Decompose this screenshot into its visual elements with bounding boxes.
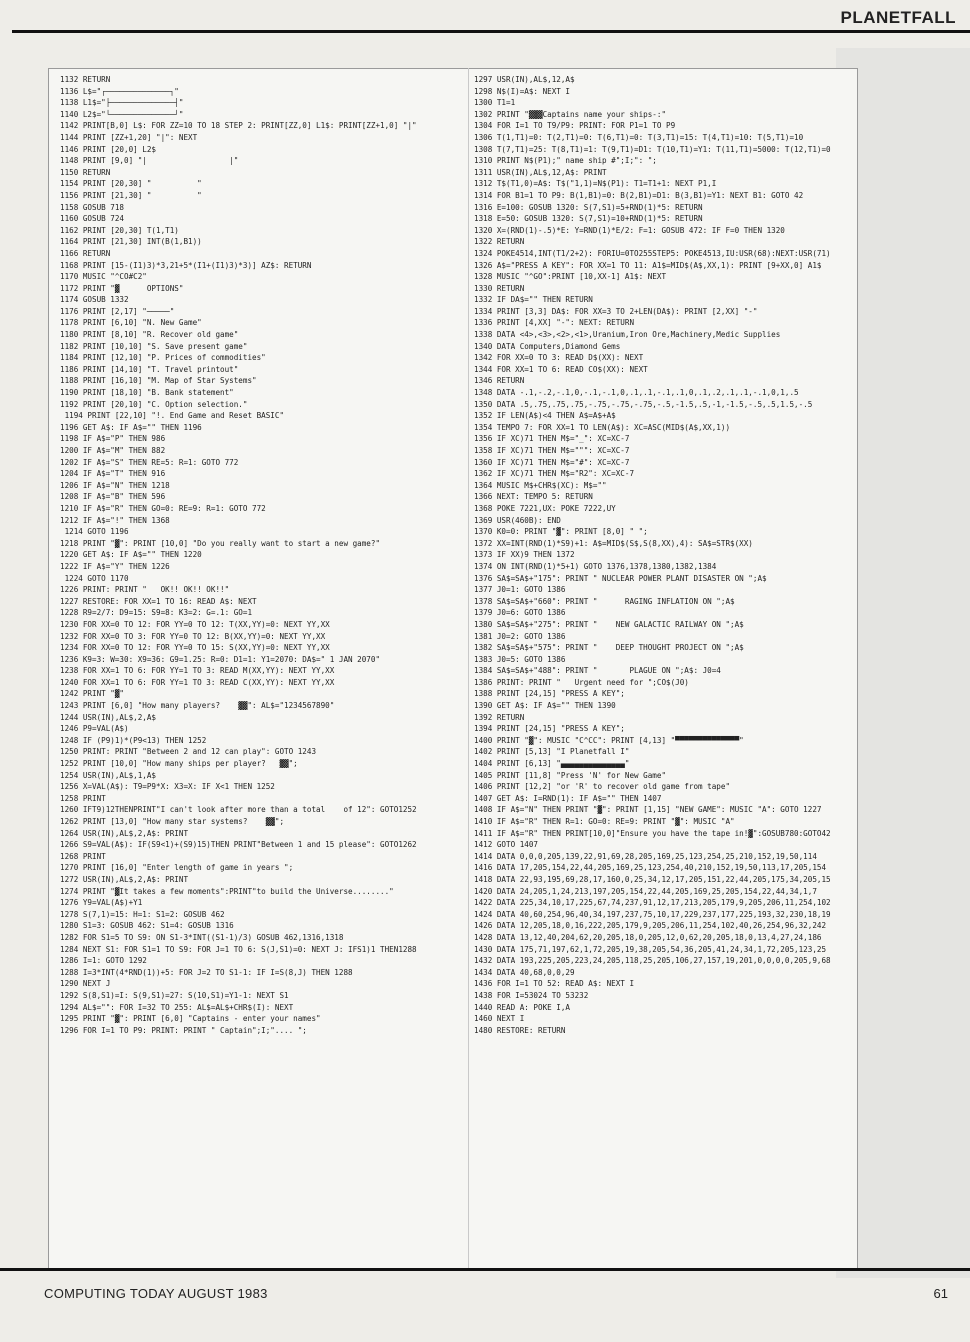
listing-left-column <box>60 74 465 1036</box>
code-line: 1324 POKE4514,INT(T1/2+2): FORIU=0TO255STEP5: POKE4513,IU:USR(68):NEXT:USR(71) <box>474 248 831 258</box>
code-line: 1308 T(7,T1)=25: T(8,T1)=1: T(9,T1)=D1: T(10,T1)=Y1: T(11,T1)=5000: T(12,T1)=0 <box>474 144 831 154</box>
code-line: 1411 IF A$="R" THEN PRINT[10,0]"Ensure you have the tape in!▓":GOSUB780:GOTO42 <box>474 828 831 838</box>
code-line: 1418 DATA 22,93,195,69,28,17,160,0,25,34,12,17,205,151,22,44,205,175,34,205,15 <box>474 874 831 884</box>
code-line: 1360 IF XC)71 THEN M$="#": XC=XC-7 <box>474 457 630 467</box>
code-line: 1170 MUSIC "^CO#C2" <box>60 272 147 282</box>
code-line: 1388 PRINT [24,15] "PRESS A KEY"; <box>474 689 625 699</box>
code-line: 1190 PRINT [18,10] "B. Bank statement" <box>60 388 234 398</box>
code-line: 1366 NEXT: TEMPO 5: RETURN <box>474 492 593 502</box>
code-line: 1148 PRINT [9,0] "| |" <box>60 156 239 166</box>
code-line: 1420 DATA 24,205,1,24,213,197,205,154,22,44,205,169,25,205,154,22,44,34,1,7 <box>474 886 817 896</box>
code-line: 1232 FOR XX=0 TO 3: FOR YY=0 TO 12: B(XX,YY)=0: NEXT YY,XX <box>60 631 326 641</box>
code-line: 1428 DATA 13,12,40,204,62,20,205,18,0,205,12,0,62,20,205,18,0,13,4,27,24,186 <box>474 932 822 942</box>
code-line: 1276 Y9=VAL(A$)+Y1 <box>60 898 143 908</box>
code-line: 1330 RETURN <box>474 283 525 293</box>
code-line: 1422 DATA 225,34,10,17,225,67,74,237,91,12,17,213,205,179,9,205,206,11,254,102 <box>474 898 831 908</box>
code-line: 1404 PRINT [6,13] "▄▄▄▄▄▄▄▄▄▄▄▄▄▄" <box>474 759 630 769</box>
code-line: 1262 PRINT [13,0] "How many star systems? ▓▓"; <box>60 817 285 826</box>
code-line: 1432 DATA 193,225,205,223,24,205,118,25,205,106,27,157,19,201,0,0,0,0,205,9,68 <box>474 956 831 966</box>
code-line: 1378 SA$=SA$+"660": PRINT " RAGING INFLATION ON ";A$ <box>474 596 735 606</box>
code-line: 1390 GET A$: IF A$="" THEN 1390 <box>474 701 616 711</box>
code-line: 1381 J0=2: GOTO 1386 <box>474 631 566 641</box>
code-line: 1160 GOSUB 724 <box>60 214 125 224</box>
code-line: 1198 IF A$="P" THEN 986 <box>60 434 166 444</box>
code-line: 1322 RETURN <box>474 237 525 247</box>
code-line: 1184 PRINT [12,10] "P. Prices of commodities" <box>60 353 266 363</box>
code-line: 1138 L1$="├──────────────┤" <box>60 98 184 108</box>
code-line: 1288 I=3*INT(4*RND(1))+5: FOR J=2 TO S1-1: IF I=S(8,J) THEN 1288 <box>60 967 353 977</box>
code-line: 1376 SA$=SA$+"175": PRINT " NUCLEAR POWER PLANT DISASTER ON ";A$ <box>474 573 767 583</box>
code-line: 1280 S1=3: GOSUB 462: S1=4: GOSUB 1316 <box>60 921 234 931</box>
code-line: 1164 PRINT [21,30] INT(B(1,B1)) <box>60 237 202 247</box>
code-line: 1166 RETURN <box>60 248 111 258</box>
code-line: 1224 GOTO 1170 <box>60 573 129 583</box>
code-line: 1416 DATA 17,205,154,22,44,205,169,25,123,254,40,210,152,19,50,113,17,205,154 <box>474 863 827 873</box>
code-line: 1362 IF XC)71 THEN M$="R2": XC=XC-7 <box>474 469 635 479</box>
code-line: 1374 ON INT(RND(1)*5+1) GOTO 1376,1378,1380,1382,1384 <box>474 561 717 571</box>
footer-page-number: 61 <box>933 1286 948 1301</box>
code-line: 1252 PRINT [10,0] "How many ships per player? ▓▓"; <box>60 759 298 769</box>
code-line: 1344 FOR XX=1 TO 6: READ CO$(XX): NEXT <box>474 364 648 374</box>
code-line: 1192 PRINT [20,10] "C. Option selection." <box>60 399 248 409</box>
code-line: 1162 PRINT [20,30] T(1,T1) <box>60 225 179 235</box>
code-line: 1194 PRINT [22,10] "!. End Game and Reset BASIC" <box>60 411 285 421</box>
code-line: 1227 RESTORE: FOR XX=1 TO 16: READ A$: NEXT <box>60 596 257 606</box>
page-title: PLANETFALL <box>840 8 956 27</box>
code-line: 1304 FOR I=1 TO T9/P9: PRINT: FOR P1=1 TO P9 <box>474 121 676 131</box>
code-line: 1358 IF XC)71 THEN M$=""": XC=XC-7 <box>474 446 630 455</box>
code-line: 1346 RETURN <box>474 376 525 386</box>
code-line: 1407 GET A$: I=RND(1): IF A$="" THEN 1407 <box>474 793 662 803</box>
top-rule <box>12 30 970 33</box>
code-line: 1460 NEXT I <box>474 1014 525 1024</box>
code-line: 1372 XX=INT(RND(1)*S9)+1: A$=MID$(S$,S(8,XX),4): SA$=STR$(XX) <box>474 538 753 548</box>
code-line: 1240 FOR XX=1 TO 6: FOR YY=1 TO 3: READ C(XX,YY): NEXT YY,XX <box>60 677 335 687</box>
code-line: 1334 PRINT [3,3] DA$: FOR XX=3 TO 2+LEN(DA$): PRINT [2,XX] "-" <box>474 306 758 316</box>
code-line: 1154 PRINT [20,30] " " <box>60 179 202 189</box>
code-line: 1338 DATA <4>,<3>,<2>,<1>,Uranium,Iron Ore,Machinery,Medic Supplies <box>474 330 781 340</box>
code-line: 1405 PRINT [11,8] "Press 'N' for New Game" <box>474 770 667 780</box>
code-line: 1226 PRINT: PRINT " OK!! OK!! OK!!" <box>60 585 230 595</box>
code-line: 1278 S(7,1)=15: H=1: S1=2: GOSUB 462 <box>60 909 225 919</box>
code-line: 1156 PRINT [21,30] " " <box>60 190 202 200</box>
code-line: 1146 PRINT [20,0] L2$ <box>60 144 157 154</box>
code-line: 1311 USR(IN),AL$,12,A$: PRINT <box>474 167 607 177</box>
footer-publication: COMPUTING TODAY AUGUST 1983 <box>44 1286 268 1301</box>
code-line: 1384 SA$=SA$+"488": PRINT " PLAGUE ON ";A$: J0=4 <box>474 666 721 676</box>
code-line: 1206 IF A$="N" THEN 1218 <box>60 480 170 490</box>
code-line: 1356 IF XC)71 THEN M$="_": XC=XC-7 <box>474 434 630 444</box>
code-line: 1242 PRINT "▓" <box>60 689 125 699</box>
code-line: 1306 T(1,T1)=0: T(2,T1)=0: T(6,T1)=0: T(3,T1)=15: T(4,T1)=10: T(5,T1)=10 <box>474 132 804 142</box>
code-line: 1328 MUSIC "^GO":PRINT [10,XX-1] A1$: NEXT <box>474 272 667 282</box>
code-line: 1188 PRINT [16,10] "M. Map of Star Systems" <box>60 376 257 386</box>
code-line: 1320 X=(RND(1)-.5)*E: Y=RND(1)*E/2: F=1: GOSUB 472: IF F=0 THEN 1320 <box>474 225 785 235</box>
code-line: 1302 PRINT "▓▓▓Captains name your ships-:" <box>474 109 667 119</box>
code-line: 1243 PRINT [6,0] "How many players? ▓▓": AL$="1234567890" <box>60 701 335 711</box>
page-header <box>0 0 970 32</box>
code-line: 1377 J0=1: GOTO 1386 <box>474 585 566 595</box>
code-line: 1136 L$="┌──────────────┐" <box>60 86 179 96</box>
code-line: 1292 S(8,S1)=I: S(9,S1)=27: S(10,S1)=Y1-1: NEXT S1 <box>60 990 289 1000</box>
code-line: 1220 GET A$: IF A$="" THEN 1220 <box>60 550 202 560</box>
code-line: 1178 PRINT [6,10] "N. New Game" <box>60 318 202 328</box>
listing-right-column <box>474 74 859 1036</box>
code-line: 1158 GOSUB 718 <box>60 202 125 212</box>
code-line: 1144 PRINT [ZZ+1,20] "|": NEXT <box>60 132 198 142</box>
code-line: 1326 A$="PRESS A KEY": FOR XX=1 TO 11: A1$=MID$(A$,XX,1): PRINT [9+XX,0] A1$ <box>474 260 822 270</box>
code-line: 1370 K0=0: PRINT "▓": PRINT [8,0] " "; <box>474 527 648 537</box>
code-line: 1410 IF A$="R" THEN R=1: GO=0: RE=9: PRINT "▓": MUSIC "A" <box>474 817 735 826</box>
code-line: 1382 SA$=SA$+"575": PRINT " DEEP THOUGHT PROJECT ON ";A$ <box>474 643 744 653</box>
code-line: 1204 IF A$="T" THEN 916 <box>60 469 166 479</box>
code-line: 1284 NEXT S1: FOR S1=1 TO S9: FOR J=1 TO 6: S(J,S1)=0: NEXT J: IFS1)1 THEN1288 <box>60 944 417 954</box>
code-line: 1354 TEMPO 7: FOR XX=1 TO LEN(A$): XC=ASC(MID$(A$,XX,1)) <box>474 422 731 432</box>
code-line: 1392 RETURN <box>474 712 525 722</box>
code-line: 1260 IFT9)12THENPRINT"I can't look after more than a total of 12": GOTO1252 <box>60 805 417 815</box>
code-line: 1342 FOR XX=0 TO 3: READ D$(XX): NEXT <box>474 353 644 363</box>
code-line: 1414 DATA 0,0,0,205,139,22,91,69,28,205,169,25,123,254,25,210,152,19,50,114 <box>474 851 817 861</box>
code-line: 1436 FOR I=1 TO 52: READ A$: NEXT I <box>474 979 635 989</box>
code-line: 1434 DATA 40,68,0,0,29 <box>474 967 575 977</box>
code-line: 1348 DATA -.1,-.2,-.1,0,-.1,-.1,0,.1,.1,-.1,.1,0,.1,.2,.1,.1,-.1,0,1,.5 <box>474 388 799 398</box>
code-line: 1316 E=100: GOSUB 1320: S(7,S1)=5+RND(1)*5: RETURN <box>474 202 703 212</box>
code-line: 1386 PRINT: PRINT " Urgent need for ";CO$(J0) <box>474 677 689 687</box>
code-line: 1246 P9=VAL(A$) <box>60 724 129 734</box>
code-line: 1274 PRINT "▓It takes a few moments":PRINT"to build the Universe........" <box>60 886 394 896</box>
code-line: 1352 IF LEN(A$)<4 THEN A$=A$+A$ <box>474 411 616 421</box>
code-line: 1297 USR(IN),AL$,12,A$ <box>474 75 575 84</box>
code-line: 1186 PRINT [14,10] "T. Travel printout" <box>60 364 239 374</box>
code-line: 1172 PRINT "▓ OPTIONS" <box>60 283 184 293</box>
code-line: 1290 NEXT J <box>60 979 111 989</box>
code-line: 1369 USR(460B): END <box>474 515 561 525</box>
code-line: 1234 FOR XX=0 TO 12: FOR YY=0 TO 15: S(XX,YY)=0: NEXT YY,XX <box>60 643 330 653</box>
code-line: 1200 IF A$="M" THEN 882 <box>60 446 166 455</box>
code-line: 1426 DATA 12,205,18,0,16,222,205,179,9,205,206,11,254,102,40,26,254,96,32,242 <box>474 921 827 931</box>
code-line: 1430 DATA 175,71,197,62,1,72,205,19,38,205,54,36,205,41,24,34,1,72,205,123,25 <box>474 944 827 954</box>
code-line: 1364 MUSIC M$+CHR$(XC): M$="" <box>474 480 607 490</box>
code-line: 1142 PRINT[B,0] L$: FOR ZZ=10 TO 18 STEP 2: PRINT[ZZ,0] L1$: PRINT[ZZ+1,0] "|" <box>60 121 417 131</box>
code-line: 1258 PRINT <box>60 793 106 803</box>
code-line: 1254 USR(IN),AL$,1,A$ <box>60 770 157 780</box>
code-line: 1244 USR(IN),AL$,2,A$ <box>60 712 157 722</box>
code-line: 1294 AL$="": FOR I=32 TO 255: AL$=AL$+CHR$(I): NEXT <box>60 1002 294 1012</box>
code-line: 1295 PRINT "▓": PRINT [6,0] "Captains - enter your names" <box>60 1014 321 1024</box>
code-line: 1480 RESTORE: RETURN <box>474 1025 566 1035</box>
code-line: 1379 J0=6: GOTO 1386 <box>474 608 566 618</box>
code-line: 1218 PRINT "▓": PRINT [10,0] "Do you really want to start a new game?" <box>60 538 381 548</box>
code-line: 1394 PRINT [24,15] "PRESS A KEY"; <box>474 724 625 734</box>
code-line: 1202 IF A$="S" THEN RE=5: R=1: GOTO 772 <box>60 457 239 467</box>
code-line: 1318 E=50: GOSUB 1320: S(7,S1)=10+RND(1)*5: RETURN <box>474 214 703 224</box>
code-line: 1340 DATA Computers,Diamond Gems <box>474 341 621 351</box>
code-line: 1228 R9=2/7: D9=15: S9=8: K3=2: G=.1: GO=1 <box>60 608 253 618</box>
code-line: 1412 GOTO 1407 <box>474 840 539 850</box>
code-line: 1286 I=1: GOTO 1292 <box>60 956 147 966</box>
code-line: 1380 SA$=SA$+"275": PRINT " NEW GALACTIC RAILWAY ON ";A$ <box>474 619 744 629</box>
code-line: 1210 IF A$="R" THEN GO=0: RE=9: R=1: GOTO 772 <box>60 503 266 513</box>
code-line: 1132 RETURN <box>60 75 111 84</box>
code-line: 1180 PRINT [8,10] "R. Recover old game" <box>60 330 239 340</box>
code-line: 1212 IF A$="!" THEN 1368 <box>60 515 170 525</box>
bottom-rule <box>0 1268 970 1271</box>
code-line: 1310 PRINT N$(P1);" name ship #";I;": "; <box>474 156 657 166</box>
code-line: 1272 USR(IN),AL$,2,A$: PRINT <box>60 874 189 884</box>
code-line: 1402 PRINT [5,13] "I Planetfall I" <box>474 747 630 757</box>
code-line: 1182 PRINT [10,10] "S. Save present game" <box>60 341 248 351</box>
code-line: 1296 FOR I=1 TO P9: PRINT: PRINT " Captain";I;".... "; <box>60 1025 307 1035</box>
code-line: 1383 J0=5: GOTO 1386 <box>474 654 566 664</box>
code-line: 1236 K9=3: W=30: X9=36: G9=1.25: R=0: D1=1: Y1=2070: DA$=" 1 JAN 2070" <box>60 654 381 664</box>
code-line: 1264 USR(IN),AL$,2,A$: PRINT <box>60 828 189 838</box>
code-line: 1312 T$(T1,0)=A$: T$("1,1)=N$(P1): T1=T1+1: NEXT P1,I <box>474 179 717 189</box>
code-line: 1368 POKE 7221,UX: POKE 7222,UY <box>474 503 616 513</box>
code-line: 1214 GOTO 1196 <box>60 527 129 537</box>
code-line: 1150 RETURN <box>60 167 111 177</box>
code-line: 1408 IF A$="N" THEN PRINT "▓": PRINT [1,15] "NEW GAME": MUSIC "A": GOTO 1227 <box>474 805 822 815</box>
code-line: 1238 FOR XX=1 TO 6: FOR YY=1 TO 3: READ M(XX,YY): NEXT YY,XX <box>60 666 335 676</box>
code-line: 1266 S9=VAL(A$): IF(S9<1)+(S9)15)THEN PRINT"Between 1 and 15 please": GOTO1262 <box>60 840 417 850</box>
code-line: 1270 PRINT [16,0] "Enter length of game in years "; <box>60 863 294 873</box>
code-line: 1174 GOSUB 1332 <box>60 295 129 305</box>
code-line: 1256 X=VAL(A$): T9=P9*X: X3=X: IF X<1 THEN 1252 <box>60 782 275 792</box>
code-line: 1250 PRINT: PRINT "Between 2 and 12 can play": GOTO 1243 <box>60 747 317 757</box>
code-line: 1168 PRINT [15-(I1)3)*3,21+5*(I1+(I1)3)*3)] AZ$: RETURN <box>60 260 312 270</box>
code-line: 1282 FOR S1=5 TO S9: ON S1-3*INT((S1-1)/3) GOSUB 462,1316,1318 <box>60 932 344 942</box>
code-line: 1248 IF (P9)1)*(P9<13) THEN 1252 <box>60 735 207 745</box>
code-line: 1268 PRINT <box>60 851 106 861</box>
code-line: 1373 IF XX)9 THEN 1372 <box>474 550 575 560</box>
code-line: 1208 IF A$="B" THEN 596 <box>60 492 166 502</box>
code-line: 1424 DATA 40,60,254,96,40,34,197,237,75,10,17,229,237,177,225,193,32,230,18,19 <box>474 909 831 919</box>
code-line: 1332 IF DA$="" THEN RETURN <box>474 295 593 305</box>
code-line: 1298 N$(I)=A$: NEXT I <box>474 86 571 96</box>
code-line: 1400 PRINT "▓": MUSIC "C^CC": PRINT [4,13] "▀▀▀▀▀▀▀▀▀▀▀▀▀▀" <box>474 735 744 745</box>
code-line: 1406 PRINT [12,2] "or 'R' to recover old game from tape" <box>474 782 731 792</box>
code-line: 1336 PRINT [4,XX] "-": NEXT: RETURN <box>474 318 635 328</box>
code-line: 1176 PRINT [2,17] "─────" <box>60 306 175 316</box>
code-line: 1140 L2$="└──────────────┘" <box>60 109 184 119</box>
code-line: 1230 FOR XX=0 TO 12: FOR YY=0 TO 12: T(XX,YY)=0: NEXT YY,XX <box>60 619 330 629</box>
code-line: 1222 IF A$="Y" THEN 1226 <box>60 561 170 571</box>
code-line: 1300 T1=1 <box>474 98 516 108</box>
code-line: 1314 FOR B1=1 TO P9: B(1,B1)=0: B(2,B1)=D1: B(3,B1)=Y1: NEXT B1: GOTO 42 <box>474 190 804 200</box>
column-divider <box>468 68 469 1268</box>
code-line: 1438 FOR I=53024 TO 53232 <box>474 990 589 1000</box>
code-line: 1350 DATA .5,.75,.75,.75,-.75,-.75,-.75,-.5,-1.5,.5,-1,-1.5,-.5,.5,1.5,-.5 <box>474 399 813 409</box>
code-line: 1196 GET A$: IF A$="" THEN 1196 <box>60 422 202 432</box>
code-line: 1440 READ A: POKE I,A <box>474 1002 571 1012</box>
